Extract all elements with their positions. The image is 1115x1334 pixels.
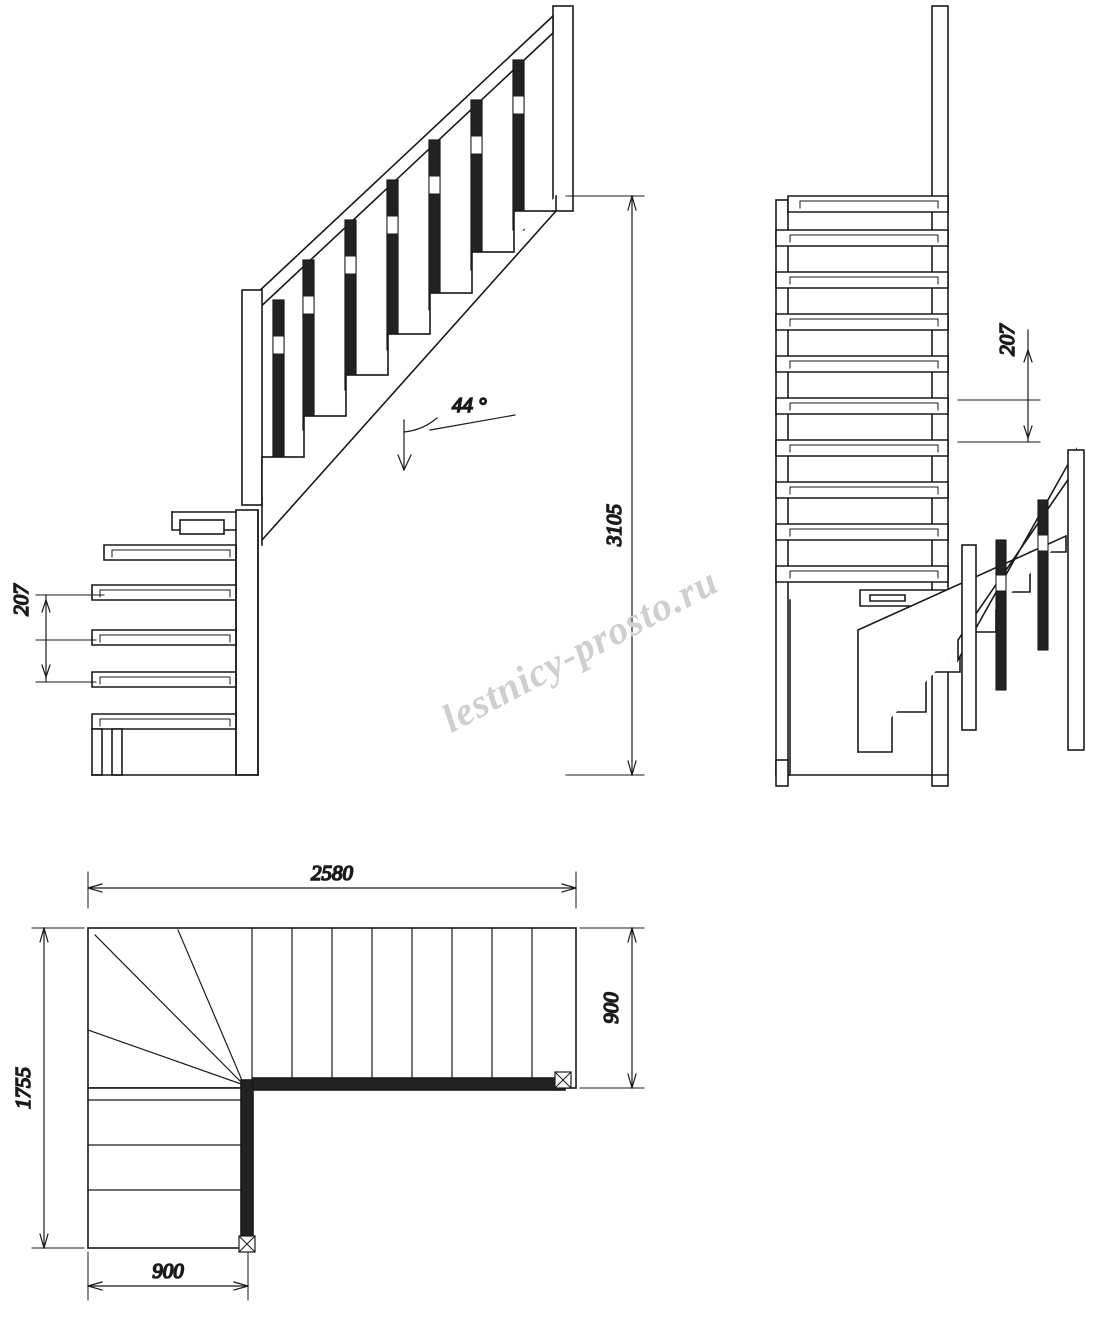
- front-elevation-view: [9, 6, 644, 775]
- dim-plan-width: 900: [599, 992, 623, 1024]
- dim-total-height: 3105: [602, 504, 626, 546]
- dim-riser-front: 207: [9, 584, 33, 616]
- dim-plan-length: 2580: [311, 861, 353, 885]
- angle-label: 44 °: [452, 393, 487, 417]
- plan-view: [11, 861, 644, 1300]
- dim-plan-depth: 1755: [11, 1067, 35, 1109]
- dim-riser-side: 207: [995, 324, 1019, 356]
- dim-plan-bottom-width: 900: [152, 1259, 184, 1283]
- side-elevation-view: [776, 6, 1084, 786]
- watermark: lestnicy-prosto.ru: [434, 557, 726, 742]
